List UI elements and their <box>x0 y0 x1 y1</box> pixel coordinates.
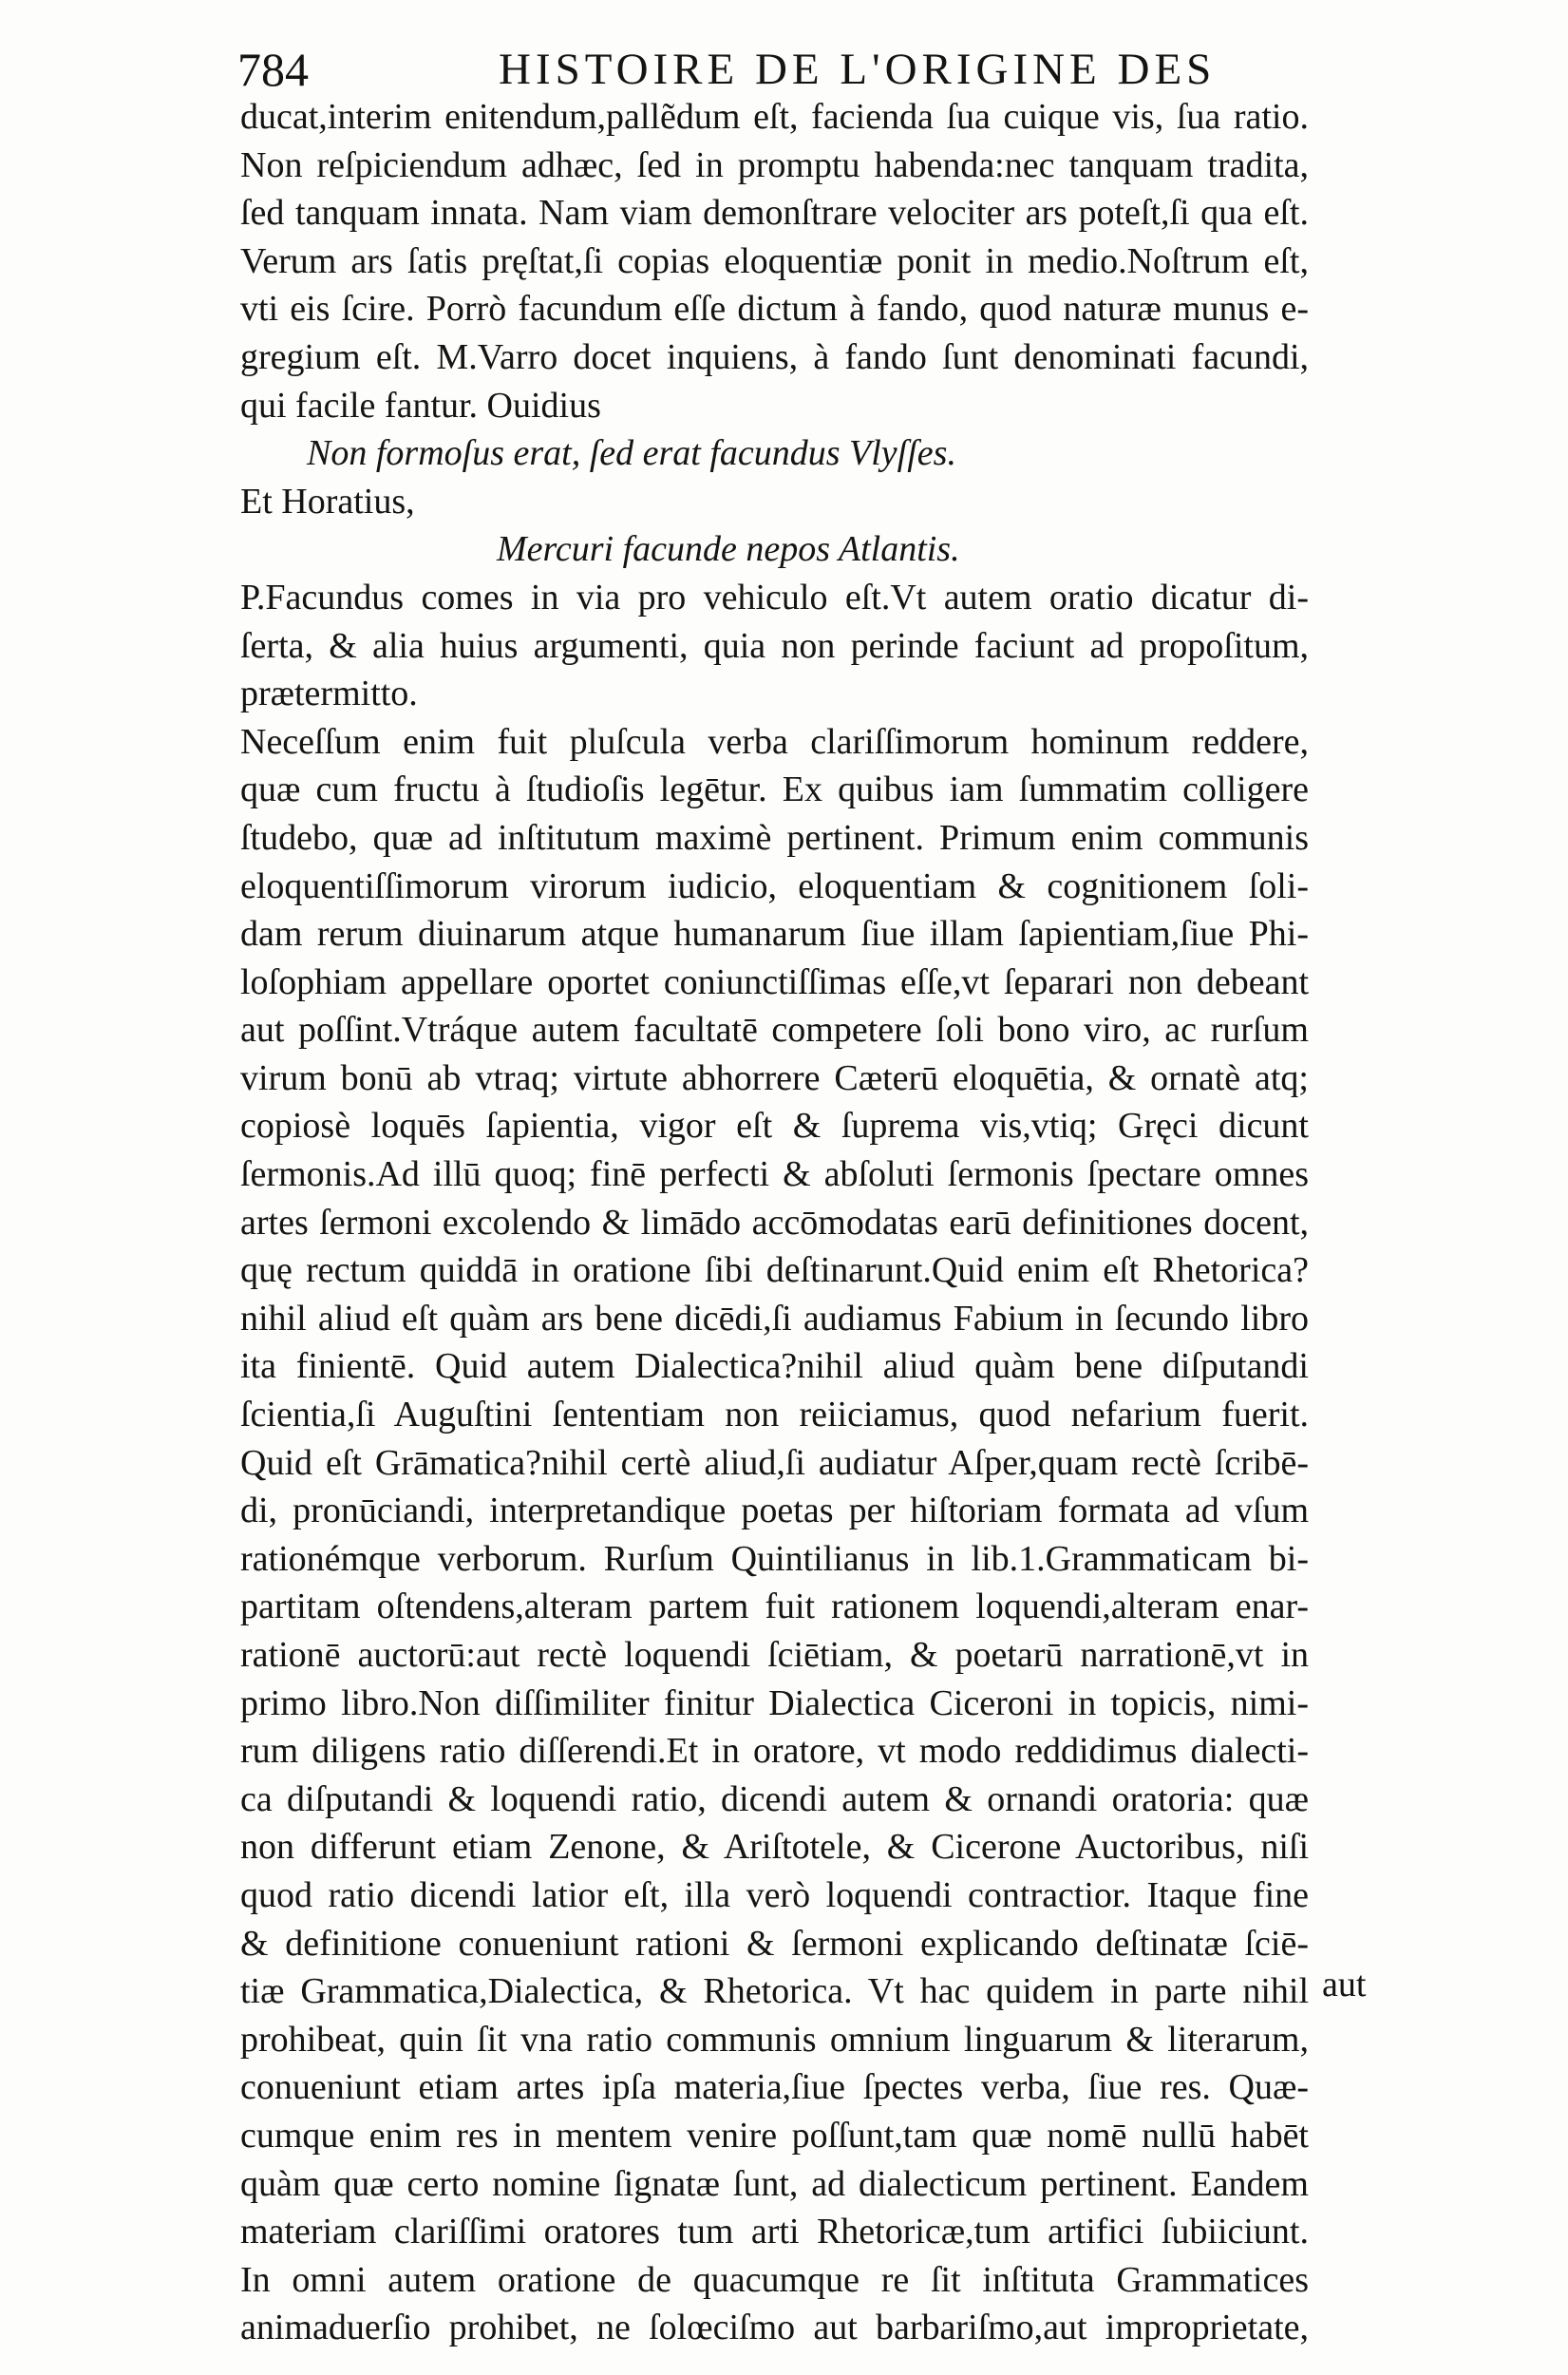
text-line: prætermitto. <box>240 674 418 714</box>
text-line: partitam oſtendens,alteram partem fuit rationem loquendi,alteram enar- <box>240 1586 1309 1627</box>
text-line: Non reſpiciendum adhæc, ſed in promptu habenda:nec tanquam tradita, <box>240 144 1309 185</box>
text-line: loſophiam appellare oportet coniunctiſſimas eſſe,vt ſeparari non debeant <box>240 961 1309 1002</box>
text-line: materiam clariſſimi oratores tum arti Rhetoricæ,tum artifici ſubiiciunt. <box>240 2212 1309 2252</box>
running-title: HISTOIRE DE L'ORIGINE DES <box>499 45 1217 94</box>
text-line: Verum ars ſatis pręſtat,ſi copias eloquentiæ ponit in medio.Noſtrum eſt, <box>240 240 1309 281</box>
text-line: rationémque verborum. Rurſum Quintilianus in lib.1.Grammaticam bi- <box>240 1538 1309 1579</box>
text-line: ita finientē. Quid autem Dialectica?nihil aliud quàm bene diſputandi <box>240 1346 1309 1387</box>
text-line: virum bonū ab vtraq; virtute abhorrere Cæterū eloquētia, & ornatè atq; <box>240 1057 1309 1098</box>
text-line: gregium eſt. M.Varro docet inquiens, à fando ſunt denominati facundi, <box>240 336 1309 377</box>
text-line: Quid eſt Grāmatica?nihil certè aliud,ſi audiatur Aſper,quam rectè ſcribē- <box>240 1442 1309 1483</box>
text-line: cumque enim res in mentem venire poſſunt,tam quæ nomē nullū habēt <box>240 2115 1309 2156</box>
text-line: rum diligens ratio diſſerendi.Et in oratore, vt modo reddidimus dialecti- <box>240 1731 1309 1772</box>
text-line: dam rerum diuinarum atque humanarum ſiue illam ſapientiam,ſiue Phi- <box>240 914 1309 955</box>
text-line: conueniunt etiam artes ipſa materia,ſiue ſpectes verba, ſiue res. Quæ- <box>240 2067 1309 2108</box>
text-line: rationē auctorū:aut rectè loquendi ſciētiam, & poetarū narrationē,vt in <box>240 1635 1309 1675</box>
text-line: quę rectum quiddā in oratione ſibi deſtinarunt.Quid enim eſt Rhetorica? <box>240 1250 1309 1291</box>
body-text <box>240 93 1309 2352</box>
text-line: Neceſſum enim fuit pluſcula verba clariſſimorum hominum reddere, <box>240 721 1309 762</box>
text-line: quæ cum fructu à ſtudioſis legētur. Ex quibus iam ſummatim colligere <box>240 770 1309 810</box>
text-line: P.Facundus comes in via pro vehiculo eſt.Vt autem oratio dicatur di- <box>240 577 1309 618</box>
text-line: & definitione conueniunt rationi & ſermoni explicando deſtinatæ ſciē- <box>240 1923 1309 1964</box>
text-line: prohibeat, quin ſit vna ratio communis omnium linguarum & literarum, <box>240 2019 1309 2060</box>
text-line: Mercuri facunde nepos Atlantis. <box>497 529 960 570</box>
text-line: ſerta, & alia huius argumenti, quia non perinde faciunt ad propoſitum, <box>240 625 1309 666</box>
text-line: di, pronūciandi, interpretandique poetas per hiſtoriam formata ad vſum <box>240 1491 1309 1531</box>
text-line: non differunt etiam Zenone, & Ariſtotele, & Cicerone Auctoribus, niſi <box>240 1827 1309 1868</box>
text-line: ſermonis.Ad illū quoq; finē perfecti & abſoluti ſermonis ſpectare omnes <box>240 1154 1309 1195</box>
text-line: ducat,interim enitendum,pallẽdum eſt, facienda ſua cuique vis, ſua ratio. <box>240 97 1309 137</box>
text-line: ca diſputandi & loquendi ratio, dicendi autem & ornandi oratoria: quæ <box>240 1778 1309 1819</box>
text-line: animaduerſio prohibet, ne ſolœciſmo aut barbariſmo,aut improprietate, <box>240 2308 1309 2348</box>
text-line: qui facile fantur. Ouidius <box>240 385 601 426</box>
text-line: ſcientia,ſi Auguſtini ſententiam non reiiciamus, quod nefarium fuerit. <box>240 1395 1309 1435</box>
text-line: tiæ Grammatica,Dialectica, & Rhetorica. Vt hac quidem in parte nihil <box>240 1971 1309 2012</box>
text-line: nihil aliud eſt quàm ars bene dicēdi,ſi audiamus Fabium in ſecundo libro <box>240 1298 1309 1339</box>
text-line: Et Horatius, <box>240 481 415 522</box>
text-line: aut poſſint.Vtráque autem facultatē competere ſoli bono viro, ac rurſum <box>240 1010 1309 1051</box>
text-line: artes ſermoni excolendo & limādo accōmodatas earū definitiones docent, <box>240 1202 1309 1243</box>
text-line: Non formoſus erat, ſed erat facundus Vlyſſes. <box>307 433 956 474</box>
text-line: eloquentiſſimorum virorum iudicio, eloquentiam & cognitionem ſoli- <box>240 865 1309 906</box>
text-line: quod ratio dicendi latior eſt, illa verò loquendi contractior. Itaque fine <box>240 1874 1309 1915</box>
text-line: vti eis ſcire. Porrò facundum eſſe dictum à fando, quod naturæ munus e- <box>240 289 1309 330</box>
text-line: copiosè loquēs ſapientia, vigor eſt & ſuprema vis,vtiq; Gręci dicunt <box>240 1106 1309 1147</box>
text-line: In omni autem oratione de quacumque re ſit inſtituta Grammatices <box>240 2259 1309 2300</box>
catchword: aut <box>1322 1965 1367 2004</box>
text-line: primo libro.Non diſſimiliter finitur Dialectica Ciceroni in topicis, nimi- <box>240 1682 1309 1723</box>
text-line: quàm quæ certo nomine ſignatæ ſunt, ad dialecticum pertinent. Eandem <box>240 2163 1309 2204</box>
text-line: ſtudebo, quæ ad inſtitutum maximè pertinent. Primum enim communis <box>240 817 1309 858</box>
text-line: ſed tanquam innata. Nam viam demonſtrare velociter ars poteſt,ſi qua eſt. <box>240 193 1309 234</box>
page-number: 784 <box>237 43 309 96</box>
